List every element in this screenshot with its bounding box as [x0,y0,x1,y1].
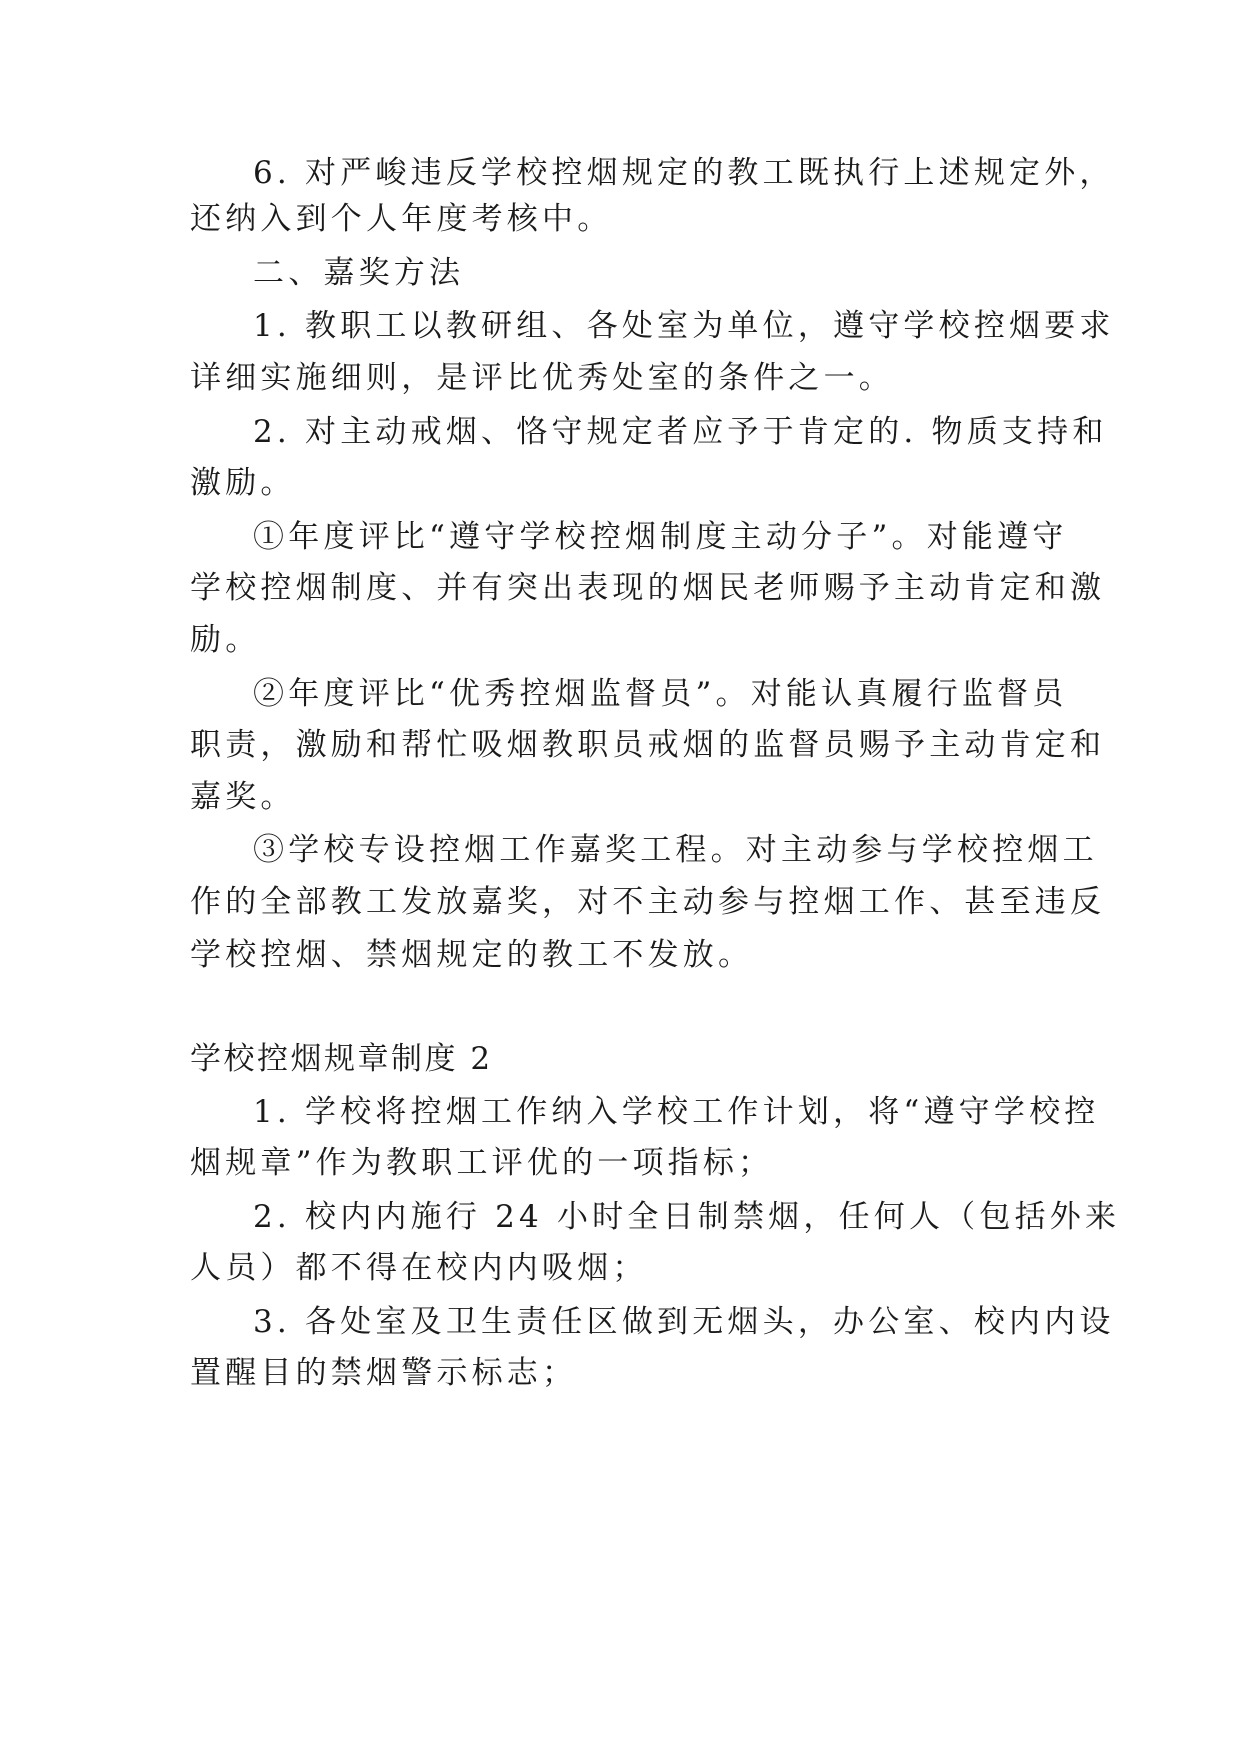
item-circled-1-line-2: 学校控烟制度、并有突出表现的烟民老师赐予主动肯定和激 [190,570,1106,606]
item-circled-2-line-2: 职责，激励和帮忙吸烟教职员戒烟的监督员赐予主动肯定和 [190,727,1106,763]
rule-3-line-2: 置醒目的禁烟警示标志； [190,1355,578,1391]
item-circled-2-line-1: ②年度评比“优秀控烟监督员”。对能认真履行监督员 [253,676,1068,712]
rule-2-line-2: 人员）都不得在校内内吸烟； [190,1250,648,1286]
paragraph-2-line-1: 2. 对主动戒烟、恪守规定者应予于肯定的. 物质支持和 [253,414,1108,450]
paragraph-1-line-2: 详细实施细则，是评比优秀处室的条件之一。 [190,360,894,396]
rule-1-line-2: 烟规章”作为教职工评优的一项指标； [190,1145,774,1181]
item-circled-1-line-1: ①年度评比“遵守学校控烟制度主动分子”。对能遵守 [253,519,1068,555]
item-circled-3-line-3: 学校控烟、禁烟规定的教工不发放。 [190,937,754,973]
item-circled-1-line-3: 励。 [190,622,261,658]
item-circled-2-line-3: 嘉奖。 [190,779,296,815]
item-circled-3-line-2: 作的全部教工发放嘉奖，对不主动参与控烟工作、甚至违反 [190,884,1106,920]
item-circled-3-line-1: ③学校专设控烟工作嘉奖工程。对主动参与学校控烟工 [253,832,1098,868]
section-title: 学校控烟规章制度 2 [190,1041,493,1077]
rule-1-line-1: 1. 学校将控烟工作纳入学校工作计划，将“遵守学校控 [253,1094,1100,1130]
paragraph-6-line-2: 还纳入到个人年度考核中。 [190,201,613,237]
rule-2-line-1: 2. 校内内施行 24 小时全日制禁烟，任何人（包括外来 [253,1199,1121,1235]
rule-3-line-1: 3. 各处室及卫生责任区做到无烟头，办公室、校内内设 [253,1304,1115,1340]
paragraph-2-line-2: 激励。 [190,465,296,501]
section-heading-rewards: 二、嘉奖方法 [253,255,465,291]
paragraph-6-line-1: 6. 对严峻违反学校控烟规定的教工既执行上述规定外， [253,155,1115,191]
paragraph-1-line-1: 1. 教职工以教研组、各处室为单位，遵守学校控烟要求 [253,308,1115,344]
